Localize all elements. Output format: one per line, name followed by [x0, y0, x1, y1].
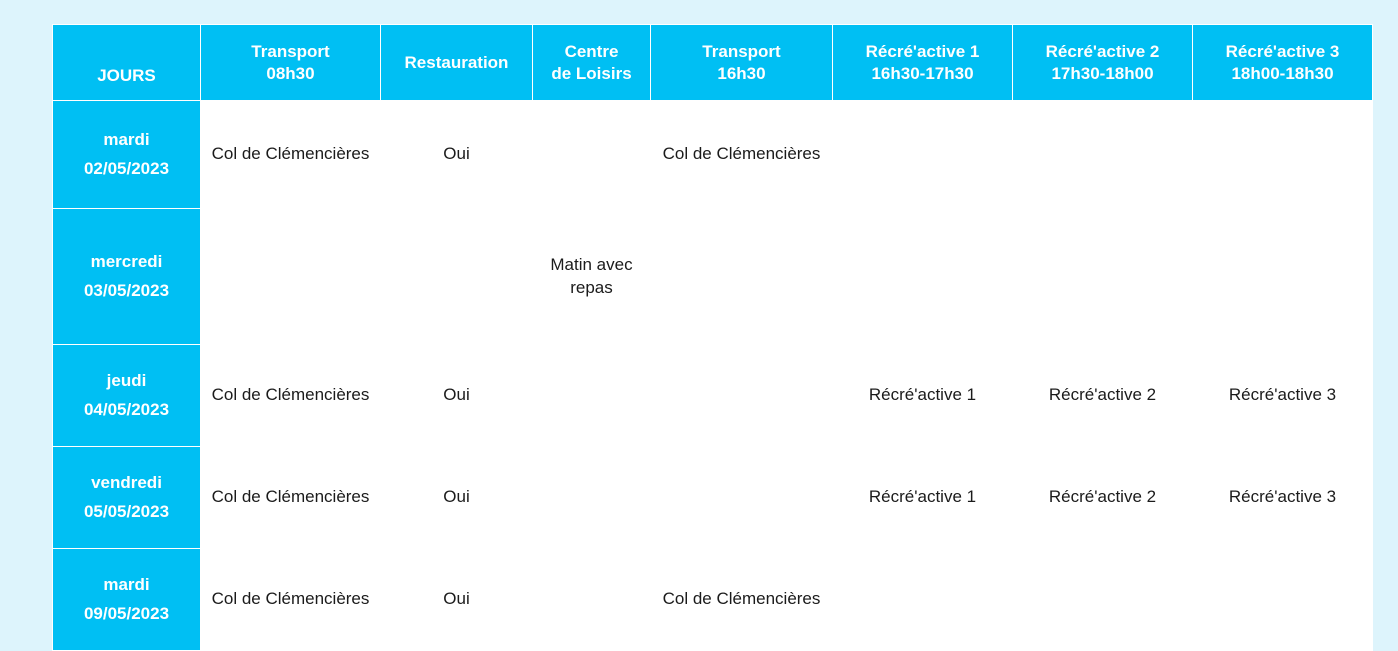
column-header-centre-loisirs-line2: de Loisirs	[551, 63, 632, 83]
cell-recreactive-2	[1013, 101, 1193, 209]
table-row	[53, 209, 1373, 345]
cell-recreactive-1	[833, 101, 1013, 209]
column-header-transport-soir	[651, 25, 833, 101]
column-header-recreactive-1-line2: 16h30-17h30	[871, 63, 974, 83]
cell-recreactive-3	[1193, 209, 1373, 345]
column-header-transport-matin-line1: Transport	[251, 42, 330, 62]
day-cell	[53, 447, 201, 549]
column-header-recreactive-2-line1: Récré'active 2	[1045, 42, 1160, 62]
table-row	[53, 345, 1373, 447]
cell-recreactive-1: Récré'active 1	[833, 447, 1013, 549]
day-date: 05/05/2023	[83, 501, 170, 521]
cell-transport-matin: Col de Clémencières	[201, 101, 381, 209]
cell-transport-matin: Col de Clémencières	[201, 345, 381, 447]
header-row	[53, 25, 1373, 101]
cell-restauration: Oui	[381, 549, 533, 651]
schedule-table	[52, 24, 1373, 651]
cell-recreactive-2: Récré'active 2	[1013, 345, 1193, 447]
column-header-recreactive-2	[1013, 25, 1193, 101]
cell-centre-loisirs	[533, 345, 651, 447]
day-date: 09/05/2023	[83, 603, 170, 623]
cell-transport-soir	[651, 209, 833, 345]
cell-recreactive-3: Récré'active 3	[1193, 345, 1373, 447]
cell-recreactive-2	[1013, 209, 1193, 345]
column-header-restauration-line1: Restauration	[404, 52, 509, 72]
day-date: 03/05/2023	[83, 280, 170, 300]
day-date: 04/05/2023	[83, 399, 170, 419]
cell-restauration	[381, 209, 533, 345]
cell-transport-soir: Col de Clémencières	[651, 101, 833, 209]
cell-restauration: Oui	[381, 345, 533, 447]
column-header-transport-soir-line2: 16h30	[717, 63, 766, 83]
day-name: mercredi	[90, 252, 163, 272]
day-cell	[53, 101, 201, 209]
cell-restauration: Oui	[381, 447, 533, 549]
cell-transport-matin: Col de Clémencières	[201, 549, 381, 651]
cell-recreactive-3: Récré'active 3	[1193, 447, 1373, 549]
cell-centre-loisirs	[533, 447, 651, 549]
day-date: 02/05/2023	[83, 158, 170, 178]
table-row	[53, 549, 1373, 651]
cell-centre-loisirs	[533, 549, 651, 651]
column-header-jours	[53, 25, 201, 101]
cell-recreactive-2: Récré'active 2	[1013, 447, 1193, 549]
column-header-centre-loisirs-line1: Centre	[564, 42, 619, 62]
cell-transport-soir: Col de Clémencières	[651, 549, 833, 651]
column-header-recreactive-1	[833, 25, 1013, 101]
cell-recreactive-1: Récré'active 1	[833, 345, 1013, 447]
column-header-recreactive-3	[1193, 25, 1373, 101]
table-row	[53, 447, 1373, 549]
column-header-recreactive-3-line2: 18h00-18h30	[1231, 63, 1334, 83]
column-header-recreactive-2-line2: 17h30-18h00	[1051, 63, 1154, 83]
column-header-transport-matin-line2: 08h30	[266, 63, 315, 83]
table-row	[53, 101, 1373, 209]
cell-recreactive-3	[1193, 549, 1373, 651]
cell-recreactive-1	[833, 549, 1013, 651]
cell-transport-soir	[651, 447, 833, 549]
day-name: jeudi	[106, 371, 147, 391]
table-body	[53, 101, 1373, 651]
cell-transport-matin: Col de Clémencières	[201, 447, 381, 549]
day-cell	[53, 209, 201, 345]
column-header-jours-line1: JOURS	[97, 65, 156, 85]
cell-transport-matin	[201, 209, 381, 345]
day-name: mardi	[103, 575, 150, 595]
day-cell	[53, 345, 201, 447]
day-name: vendredi	[91, 473, 162, 493]
cell-transport-soir	[651, 345, 833, 447]
cell-recreactive-3	[1193, 101, 1373, 209]
column-header-restauration	[381, 25, 533, 101]
column-header-centre-loisirs	[533, 25, 651, 101]
cell-recreactive-1	[833, 209, 1013, 345]
schedule-table-container	[52, 24, 1346, 651]
day-cell	[53, 549, 201, 651]
cell-centre-loisirs	[533, 101, 651, 209]
column-header-recreactive-1-line1: Récré'active 1	[865, 42, 980, 62]
column-header-transport-matin	[201, 25, 381, 101]
cell-recreactive-2	[1013, 549, 1193, 651]
cell-restauration: Oui	[381, 101, 533, 209]
column-header-transport-soir-line1: Transport	[702, 42, 781, 62]
cell-centre-loisirs: Matin avec repas	[533, 209, 651, 345]
table-header	[53, 25, 1373, 101]
day-name: mardi	[103, 130, 150, 150]
column-header-recreactive-3-line1: Récré'active 3	[1225, 42, 1340, 62]
